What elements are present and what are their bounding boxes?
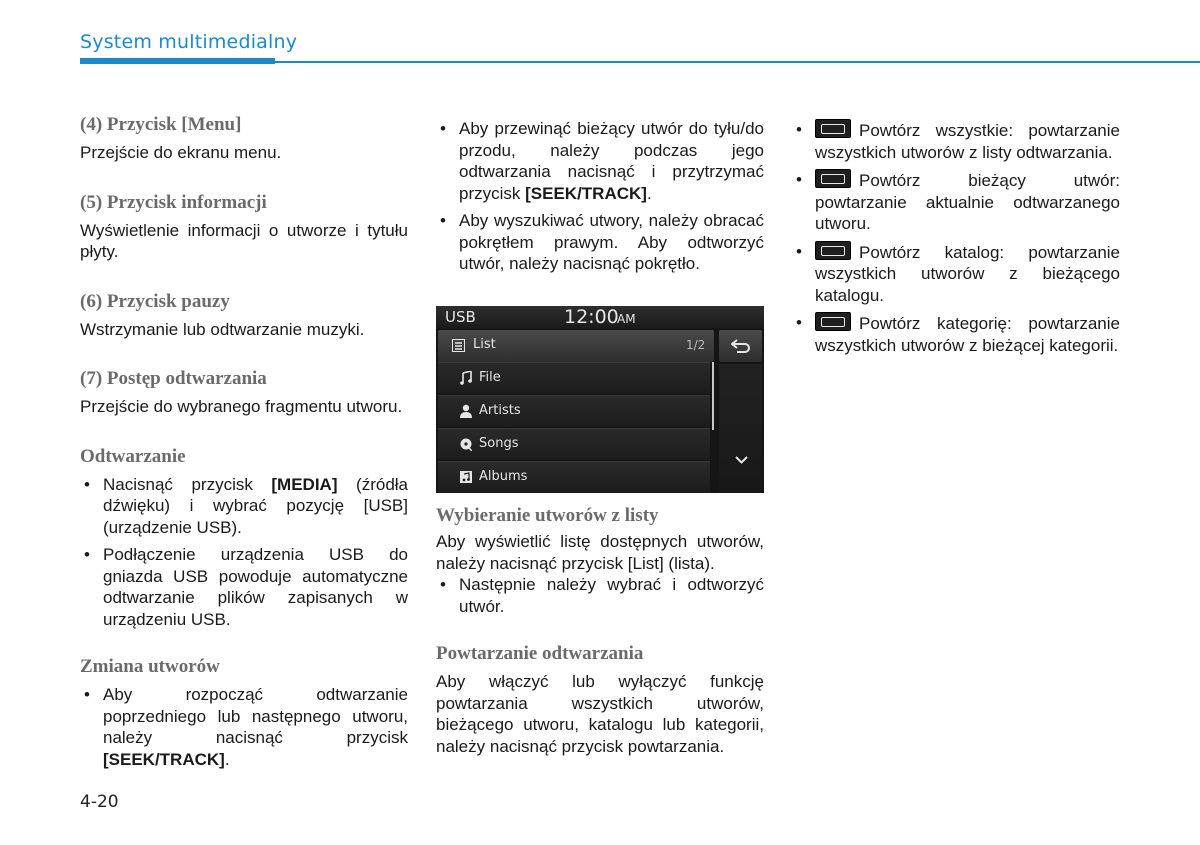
list-item: • Aby rozpocząć odtwarzanie poprzedniego lub następnego utworu, należy nacisnąć przycisk [SEEK/TRACK].: [80, 684, 408, 770]
usb-screen: [436, 306, 764, 493]
header-rule-accent: [80, 58, 275, 64]
list-item-label: Artists: [479, 403, 521, 418]
disc-icon: [460, 437, 472, 451]
music-note-icon: [460, 371, 472, 385]
back-button[interactable]: [719, 330, 762, 362]
list-item: • Nacisnąć przycisk [MEDIA] (źródła dźwięku) i wybrać pozycję [USB] (urządzenie USB).: [80, 474, 408, 539]
section-heading: Zmiana utworów: [80, 656, 220, 677]
column-1: [80, 114, 408, 776]
page-number: 4-20: [80, 792, 119, 812]
scroll-down-button[interactable]: [719, 428, 762, 493]
section-progress: [80, 368, 408, 418]
section-text: Aby wyświetlić listę dostępnych utworów, należy nacisnąć przycisk [List] (lista).: [436, 532, 764, 573]
repeat-category-icon: [815, 312, 851, 331]
section-text: Aby włączyć lub wyłączyć funkcję powtarzania wszystkich utworów, bieżącego utworu, katalogu lub kategorii, należy nacisnąć przycisk powtarzania.: [436, 672, 764, 756]
section-heading: Powtarzanie odtwarzania: [436, 643, 644, 664]
section-change-tracks: [80, 656, 408, 770]
chevron-down-icon: [735, 456, 748, 464]
list-item-file[interactable]: [438, 362, 710, 394]
column-3: [792, 119, 1120, 362]
section-menu-button: [80, 114, 408, 164]
source-label: USB: [445, 308, 476, 326]
back-icon: [731, 339, 751, 353]
section-text: Przejście do wybranego fragmentu utworu.: [80, 397, 403, 416]
list-button[interactable]: [438, 330, 714, 362]
clock-ampm: AM: [617, 312, 636, 326]
section-heading: Odtwarzanie: [80, 445, 186, 467]
status-bar: [436, 306, 764, 328]
section-heading: (7) Postęp odtwarzania: [80, 368, 267, 389]
repeat-one-icon: [815, 169, 851, 188]
section-heading: (6) Przycisk pauzy: [80, 290, 230, 312]
person-icon: [460, 404, 472, 418]
section-info-button: [80, 192, 408, 263]
repeat-folder-icon: [815, 241, 851, 260]
list-item: • Aby przewinąć bieżący utwór do tyłu/do przodu, należy podczas jego odtwarzania nacisnąć i przytrzymać przycisk [SEEK/TRACK].: [436, 118, 764, 204]
page-indicator: 1/2: [686, 338, 706, 352]
section-heading: Wybieranie utworów z listy: [436, 505, 659, 526]
section-repeat: [436, 643, 764, 757]
list-item: • Powtórz katalog: powtarzanie wszystkich utworów z bieżącego katalogu.: [792, 241, 1120, 307]
list-item: • Powtórz wszystkie: powtarzanie wszystkich utworów z listy odtwarzania.: [792, 119, 1120, 163]
section-text: Wyświetlenie informacji o utworze i tytułu płyty.: [80, 220, 408, 261]
list-icon: [452, 339, 465, 352]
list-item-artists[interactable]: [438, 395, 710, 427]
section-text: Przejście do ekranu menu.: [80, 143, 282, 162]
section-text: Wstrzymanie lub odtwarzanie muzyki.: [80, 319, 365, 339]
list-item-label: File: [479, 370, 501, 385]
repeat-all-icon: [815, 119, 851, 138]
list-item-albums[interactable]: [438, 461, 710, 493]
list-item-songs[interactable]: [438, 428, 710, 460]
section-heading: (4) Przycisk [Menu]: [80, 114, 242, 135]
list-label: List: [473, 337, 496, 352]
list-item: • Następnie należy wybrać i odtworzyć utwór.: [436, 574, 764, 617]
album-icon: [460, 470, 472, 484]
section-heading: (5) Przycisk informacji: [80, 191, 267, 213]
list-item: • Powtórz kategorię: powtarzanie wszystkich utworów z bieżącej kategorii.: [792, 312, 1120, 356]
section-select-from-list: [436, 505, 764, 617]
column-2: [436, 118, 764, 281]
list-item-label: Songs: [479, 436, 519, 451]
clock: 12:00: [564, 306, 619, 328]
section-pause-button: [80, 291, 408, 341]
list-item: • Podłączenie urządzenia USB do gniazda USB powoduje automatyczne odtwarzanie plików zapisanych w urządzeniu USB.: [80, 544, 408, 630]
column-2-lower: [436, 505, 764, 757]
list-item-label: Albums: [479, 469, 528, 484]
scrollbar[interactable]: [712, 362, 714, 430]
section-playback: [80, 446, 408, 631]
list-item: • Aby wyszukiwać utwory, należy obracać pokrętłem prawym. Aby odtworzyć utwór, należy nacisnąć pokrętło.: [436, 210, 764, 275]
list-item: • Powtórz bieżący utwór: powtarzanie aktualnie odtwarzanego utworu.: [792, 169, 1120, 235]
page-header-title: System multimedialny: [80, 31, 298, 53]
